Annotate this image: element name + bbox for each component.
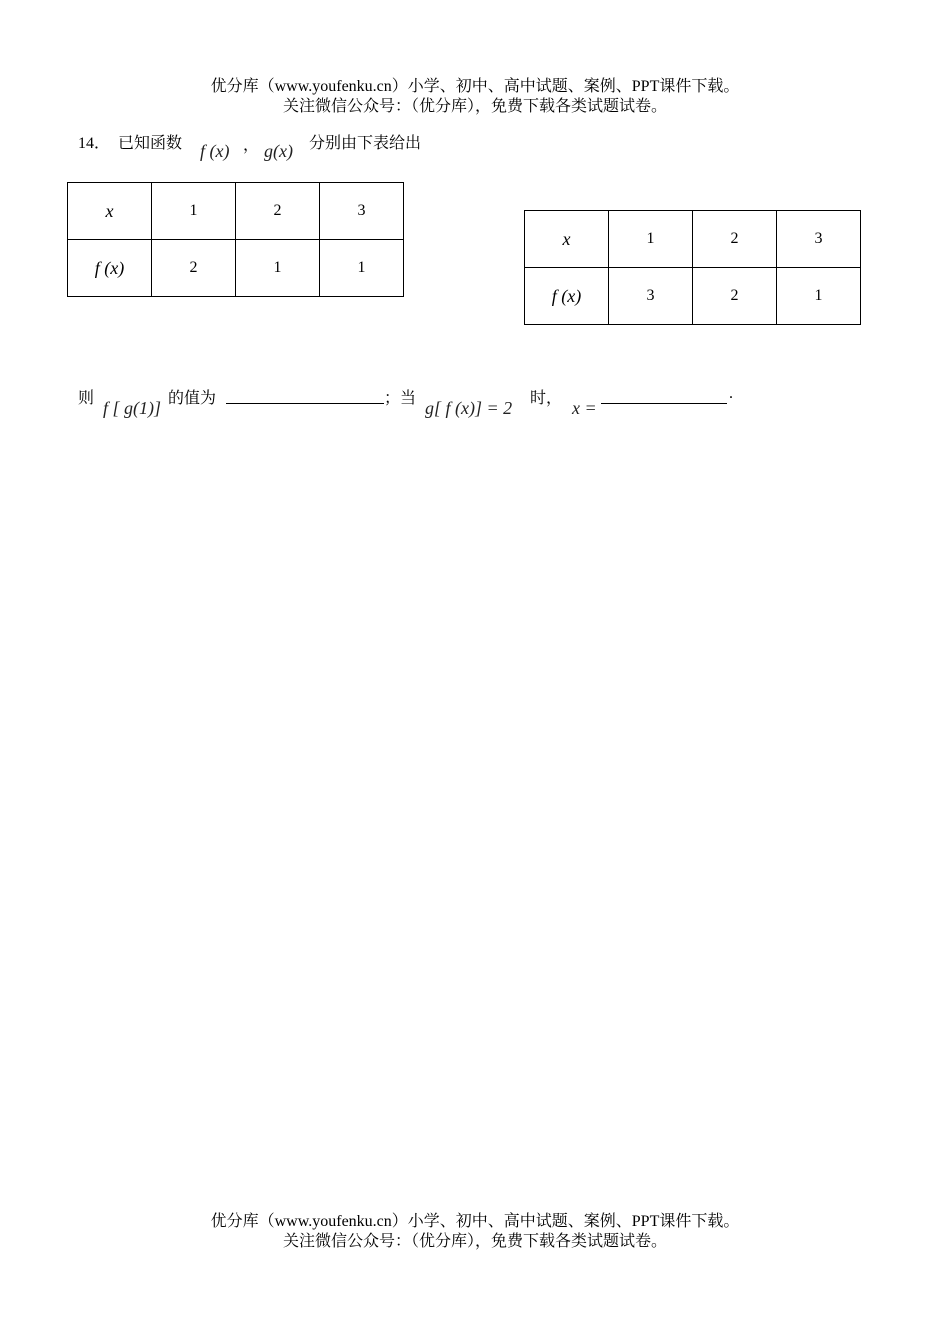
question-text-2: 时， xyxy=(530,390,563,407)
table-cell: 1 xyxy=(609,211,693,268)
table-cell: 2 xyxy=(236,183,320,240)
table-cell: 2 xyxy=(152,240,236,297)
footer-line-1: 优分库（www.youfenku.cn）小学、初中、高中试题、案例、PPT课件下载。 xyxy=(210,1213,740,1230)
table-row xyxy=(68,183,404,240)
question-prefix: 则 xyxy=(78,390,95,407)
table-row xyxy=(68,240,404,297)
table-row xyxy=(525,211,861,268)
function-f: f (x) xyxy=(200,141,230,161)
table-cell: x xyxy=(525,211,609,268)
expression-f-of-g1: f [ g(1)] xyxy=(103,398,161,418)
footer-line-2: 关注微信公众号：（优分库），免费下载各类试题试卷。 xyxy=(282,1233,667,1250)
question-end: . xyxy=(729,385,733,402)
question-separator: ；当 xyxy=(384,390,417,407)
header-line-2: 关注微信公众号：（优分库），免费下载各类试题试卷。 xyxy=(282,98,667,115)
answer-blank-1[interactable] xyxy=(226,386,384,404)
problem-intro: 已知函数 xyxy=(118,135,183,152)
table-cell: 3 xyxy=(320,183,404,240)
function-g: g(x) xyxy=(264,141,293,161)
table-cell: 1 xyxy=(152,183,236,240)
table-row xyxy=(525,268,861,325)
table-cell: 3 xyxy=(609,268,693,325)
table-cell: f (x) xyxy=(68,240,152,297)
question-text-1: 的值为 xyxy=(168,390,217,407)
problem-number: 14． xyxy=(78,135,111,152)
table-cell: 2 xyxy=(693,211,777,268)
comma: ， xyxy=(243,137,260,154)
expression-g-of-fx: g[ f (x)] = 2 xyxy=(425,398,513,418)
table-cell: 1 xyxy=(236,240,320,297)
header-line-1: 优分库（www.youfenku.cn）小学、初中、高中试题、案例、PPT课件下载。 xyxy=(210,78,740,95)
answer-blank-2[interactable] xyxy=(601,386,727,404)
page-footer xyxy=(0,1212,950,1252)
table-cell: x xyxy=(68,183,152,240)
table-cell: 3 xyxy=(777,211,861,268)
expression-x-equals: x = xyxy=(572,398,597,418)
table-cell: 1 xyxy=(777,268,861,325)
table-left xyxy=(67,182,404,297)
page-header xyxy=(0,77,950,117)
table-right xyxy=(524,210,861,325)
table-cell: 2 xyxy=(693,268,777,325)
table-cell: 1 xyxy=(320,240,404,297)
problem-intro-tail: 分别由下表给出 xyxy=(309,135,422,152)
table-cell: f (x) xyxy=(525,268,609,325)
